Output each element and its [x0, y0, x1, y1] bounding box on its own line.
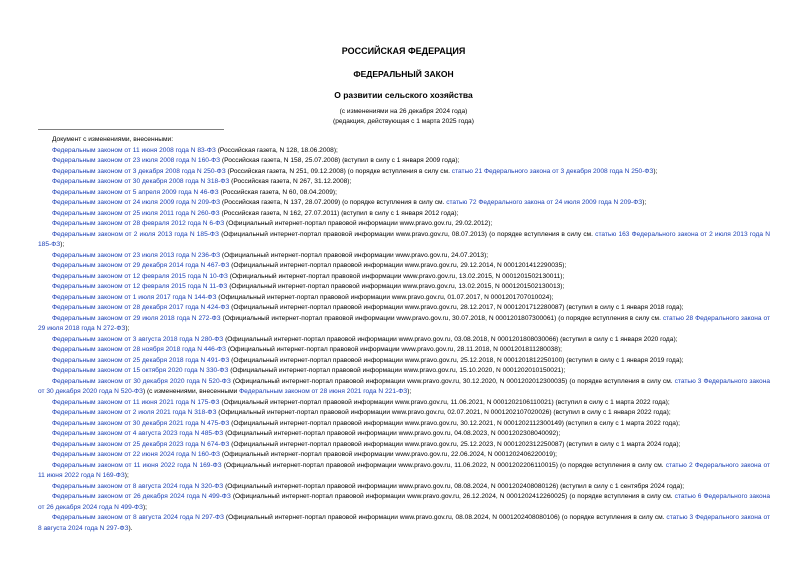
amendment-text: (Официальный интернет-портал правовой информации www.pravo.gov.ru, 26.12.2024, N 0001202412260025) (о порядке вступления в силу см. [230, 493, 675, 500]
amendment-link[interactable]: Федеральным законом от 29 декабря 2014 года N 467-ФЗ [52, 262, 230, 269]
amendment-link[interactable]: Федеральным законом от 30 декабря 2020 года N 520-ФЗ [52, 377, 231, 385]
amendment-link[interactable]: статью 3 Федерального закона от 30 декабря 2020 года N 520-ФЗ [38, 377, 771, 395]
amendment-link[interactable]: Федеральным законом от 30 декабря 2008 года N 318-ФЗ [52, 178, 230, 185]
amendment-text: (Официальный интернет-портал правовой информации www.pravo.gov.ru, 13.02.2015, N 0001201502130011); [227, 272, 565, 280]
amendment-link[interactable]: Федеральным законом от 30 декабря 2021 года N 475-ФЗ [52, 419, 230, 427]
amendment-text: (Официальный интернет-портал правовой информации www.pravo.gov.ru, 08.08.2024, N 0001202408080126) (вступил в силу с 1 сентября 2024 года); [223, 482, 685, 490]
amendment-item [38, 450, 770, 461]
amendment-link[interactable]: статью 21 Федерального закона от 3 декабря 2008 года N 250-ФЗ [451, 167, 654, 175]
amendment-text: ); [407, 388, 412, 395]
amendment-item [38, 461, 770, 482]
amendment-text: (Официальный интернет-портал правовой информации www.pravo.gov.ru, 25.12.2018, N 0001201812250100) (вступил в силу с 1 января 2019 года); [229, 356, 684, 364]
amendment-item [38, 429, 770, 440]
amendment-text: ); [125, 325, 130, 332]
amendment-text: (Российская газета, N 60, 08.04.2009); [218, 188, 337, 196]
amendment-link[interactable]: статью 3 Федерального закона от 8 августа 2024 года N 297-ФЗ [38, 514, 771, 532]
amendment-item [38, 408, 770, 419]
amendment-link[interactable]: Федеральным законом от 8 августа 2024 года N 320-ФЗ [52, 482, 224, 490]
amendment-item [38, 198, 770, 209]
amendment-text: (Официальный интернет-портал правовой информации www.pravo.gov.ru, 29.02.2012); [224, 220, 493, 227]
amendment-link[interactable]: Федеральным законом от 25 декабря 2023 года N 674-ФЗ [52, 440, 230, 448]
amendment-item [38, 261, 770, 272]
amendment-item [38, 482, 770, 493]
amendment-link[interactable]: Федеральным законом от 28 февраля 2012 года N 6-ФЗ [52, 220, 225, 227]
amendment-item [38, 513, 770, 534]
amendment-text: (Официальный интернет-портал правовой информации www.pravo.gov.ru, 11.06.2021, N 0001202106110021) (вступил в силу с 1 марта 2022 года); [219, 398, 670, 406]
amendment-item [38, 146, 770, 157]
amendment-link[interactable]: Федеральным законом от 22 июня 2024 года N 160-ФЗ [52, 451, 221, 458]
amendment-text: (Официальный интернет-портал правовой информации www.pravo.gov.ru, 08.07.2013) (о порядке вступления в силу см. [218, 230, 596, 238]
amendment-link[interactable]: Федеральным законом от 11 июня 2008 года N 83-ФЗ [52, 146, 216, 154]
amendment-item [38, 303, 770, 314]
amendment-text: ); [124, 472, 129, 479]
amendment-text: (Официальный интернет-портал правовой информации www.pravo.gov.ru, 24.07.2013); [220, 251, 489, 259]
amendment-text: (Официальный интернет-портал правовой информации www.pravo.gov.ru, 03.08.2018, N 0001201808030066) (вступил в силу с 1 января 2020 года); [223, 335, 678, 343]
amendment-item [38, 419, 770, 430]
amendment-link[interactable]: Федеральным законом от 28 ноября 2018 года N 446-ФЗ [52, 346, 227, 353]
amendment-item [38, 356, 770, 367]
amendment-item [38, 398, 770, 409]
amendment-item [38, 293, 770, 304]
amendment-text: (Официальный интернет-портал правовой информации www.pravo.gov.ru, 25.12.2023, N 0001202312250087) (вступил в силу с 1 марта 2024 года); [229, 440, 681, 448]
amendment-link[interactable]: Федеральным законом от 2 июля 2021 года N 318-ФЗ [52, 409, 217, 416]
amendment-link[interactable]: статью 2 Федерального закона от 11 июня 2022 года N 169-ФЗ [38, 461, 770, 479]
amendment-item [38, 177, 770, 188]
amendment-item [38, 345, 770, 356]
amendment-text: (Официальный интернет-портал правовой информации www.pravo.gov.ru, 28.12.2017, N 0001201712280087) (вступил в силу с 1 января 2018 года); [229, 304, 684, 311]
amendment-text: (Официальный интернет-портал правовой информации www.pravo.gov.ru, 13.02.2015, N 0001201502130013); [227, 283, 565, 290]
amendment-text: (Официальный интернет-портал правовой информации www.pravo.gov.ru, 30.12.2020, N 0001202012300035) (о порядке вступления в силу см. [230, 377, 675, 385]
amendment-text: (Российская газета, N 162, 27.07.2011) (вступил в силу с 1 января 2012 года); [219, 209, 459, 217]
amendment-link[interactable]: Федеральным законом от 11 июня 2021 года N 175-ФЗ [52, 398, 220, 406]
amendment-link[interactable]: статью 28 Федерального закона от 29 июля 2018 года N 272-ФЗ [38, 314, 770, 332]
amendment-item [38, 167, 770, 178]
amendment-text: (Официальный интернет-портал правовой информации www.pravo.gov.ru, 08.08.2024, N 0001202408080106) (о порядке вступления в силу см. [223, 514, 667, 521]
amendment-link[interactable]: Федеральным законом от 2 июля 2013 года N 185-ФЗ [52, 230, 219, 238]
amendment-text: ); [142, 503, 147, 511]
amendment-text: (Официальный интернет-портал правовой информации www.pravo.gov.ru, 29.12.2014, N 0001201412290035); [229, 262, 567, 269]
amendment-link[interactable]: Федеральным законом от 28 декабря 2017 года N 424-ФЗ [52, 304, 230, 311]
amendment-link[interactable]: статью 72 Федерального закона от 24 июля 2009 года N 209-ФЗ [446, 199, 643, 206]
amendment-text: (Российская газета, N 158, 25.07.2008) (вступил в силу с 1 января 2009 года); [220, 157, 460, 164]
amendments-intro: Документ с изменениями, внесенными: [52, 136, 174, 143]
amendment-text: ) (с изменениями, внесенными [142, 388, 240, 395]
amendment-text: (Официальный интернет-портал правовой информации www.pravo.gov.ru, 04.08.2023, N 0001202308040092); [223, 430, 561, 437]
amendment-link[interactable]: Федеральным законом от 25 декабря 2018 года N 491-ФЗ [52, 356, 230, 364]
amendment-link[interactable]: Федеральным законом от 28 июня 2021 года N 221-ФЗ [239, 388, 408, 395]
amendment-text: ). [128, 524, 133, 532]
amendment-link[interactable]: Федеральным законом от 4 августа 2023 года N 485-ФЗ [52, 430, 224, 437]
amendment-item [38, 335, 770, 346]
amendment-link[interactable]: Федеральным законом от 23 июля 2013 года N 236-ФЗ [52, 251, 221, 259]
doc-title: О развитии сельского хозяйства [334, 90, 473, 100]
doc-type: ФЕДЕРАЛЬНЫЙ ЗАКОН [353, 69, 454, 79]
amendment-link[interactable]: Федеральным законом от 24 июля 2009 года N 209-ФЗ [52, 199, 221, 206]
doc-country: РОССИЙСКАЯ ФЕДЕРАЦИЯ [341, 46, 466, 56]
amendment-text: (Официальный интернет-портал правовой информации www.pravo.gov.ru, 28.11.2018, N 0001201811280038); [226, 346, 562, 353]
edition-current: (редакция, действующая с 1 марта 2025 года) [333, 118, 474, 125]
separator-rule [38, 129, 224, 130]
amendment-text: ); [653, 167, 658, 175]
amendment-link[interactable]: Федеральным законом от 5 апреля 2009 года N 46-ФЗ [52, 188, 219, 196]
amendment-item [38, 188, 770, 199]
amendment-item [38, 282, 770, 293]
amendment-text: ); [642, 199, 647, 206]
amendment-item [38, 251, 770, 262]
amendment-item [38, 314, 770, 335]
amendment-text: (Российская газета, N 128, 18.06.2008); [215, 146, 338, 154]
amendment-text: (Российская газета, N 251, 09.12.2008) (о порядке вступления в силу см. [225, 167, 452, 175]
amendment-item [38, 440, 770, 451]
amendment-item [38, 377, 770, 398]
amendment-item [38, 219, 770, 230]
amendment-text: (Официальный интернет-портал правовой информации www.pravo.gov.ru, 01.07.2017, N 0001201707010024); [216, 293, 554, 301]
amendment-item [38, 366, 770, 377]
amendment-link[interactable]: Федеральным законом от 1 июля 2017 года N 144-ФЗ [52, 293, 217, 301]
amendment-link[interactable]: Федеральным законом от 25 июля 2011 года N 260-ФЗ [52, 209, 220, 217]
amendment-text: (Официальный интернет-портал правовой информации www.pravo.gov.ru, 30.12.2021, N 0001202112300149) (вступил в силу с 1 марта 2022 года); [229, 419, 680, 427]
amendment-link[interactable]: статью 163 Федерального закона от 2 июля 2013 года N 185-ФЗ [38, 230, 770, 248]
amendment-text: ); [60, 241, 65, 248]
amendment-text: (Официальный интернет-портал правовой информации www.pravo.gov.ru, 15.10.2020, N 0001202010150021); [228, 367, 566, 374]
amendment-text: (Официальный интернет-портал правовой информации www.pravo.gov.ru, 22.06.2024, N 0001202406220019); [220, 451, 557, 458]
amendment-item [38, 230, 770, 251]
amendment-link[interactable]: Федеральным законом от 26 декабря 2024 года N 499-ФЗ [52, 493, 231, 500]
amendment-text: (Официальный интернет-портал правовой информации www.pravo.gov.ru, 30.07.2018, N 0001201807300061) (о порядке вступления в силу см. [220, 314, 663, 322]
amendment-link[interactable]: Федеральным законом от 12 февраля 2015 года N 11-ФЗ [52, 283, 228, 290]
amendment-text: (Официальный интернет-портал правовой информации www.pravo.gov.ru, 11.06.2022, N 0001202206110015) (о порядке вступления в силу см. [221, 461, 666, 469]
amendment-text: (Российская газета, N 267, 31.12.2008); [229, 178, 352, 185]
amendment-link[interactable]: Федеральным законом от 3 декабря 2008 года N 250-ФЗ [52, 167, 226, 175]
edition-changes: (с изменениями на 26 декабря 2024 года) [339, 108, 468, 115]
amendment-link[interactable]: Федеральным законом от 23 июля 2008 года N 160-ФЗ [52, 157, 221, 164]
amendment-item [38, 492, 770, 513]
amendment-text: (Официальный интернет-портал правовой информации www.pravo.gov.ru, 02.07.2021, N 0001202107020026) (вступил в силу с 1 января 2022 года); [216, 409, 671, 416]
amendment-link[interactable]: Федеральным законом от 8 августа 2024 года N 297-ФЗ [52, 514, 224, 521]
amendment-link[interactable]: Федеральным законом от 11 июня 2022 года N 169-ФЗ [52, 461, 222, 469]
amendments-list [38, 135, 770, 534]
amendment-link[interactable]: Федеральным законом от 3 августа 2018 года N 280-ФЗ [52, 335, 224, 343]
amendment-link[interactable]: Федеральным законом от 15 октября 2020 года N 330-ФЗ [52, 367, 229, 374]
amendment-item [38, 209, 770, 220]
amendment-link[interactable]: статью 6 Федерального закона от 26 декабря 2024 года N 499-ФЗ [38, 493, 771, 511]
amendment-item [38, 272, 770, 283]
amendment-text: (Российская газета, N 137, 28.07.2009) (о порядке вступления в силу см. [220, 199, 447, 206]
amendment-link[interactable]: Федеральным законом от 29 июля 2018 года N 272-ФЗ [52, 314, 221, 322]
amendment-item [38, 156, 770, 167]
amendment-link[interactable]: Федеральным законом от 12 февраля 2015 года N 10-ФЗ [52, 272, 228, 280]
